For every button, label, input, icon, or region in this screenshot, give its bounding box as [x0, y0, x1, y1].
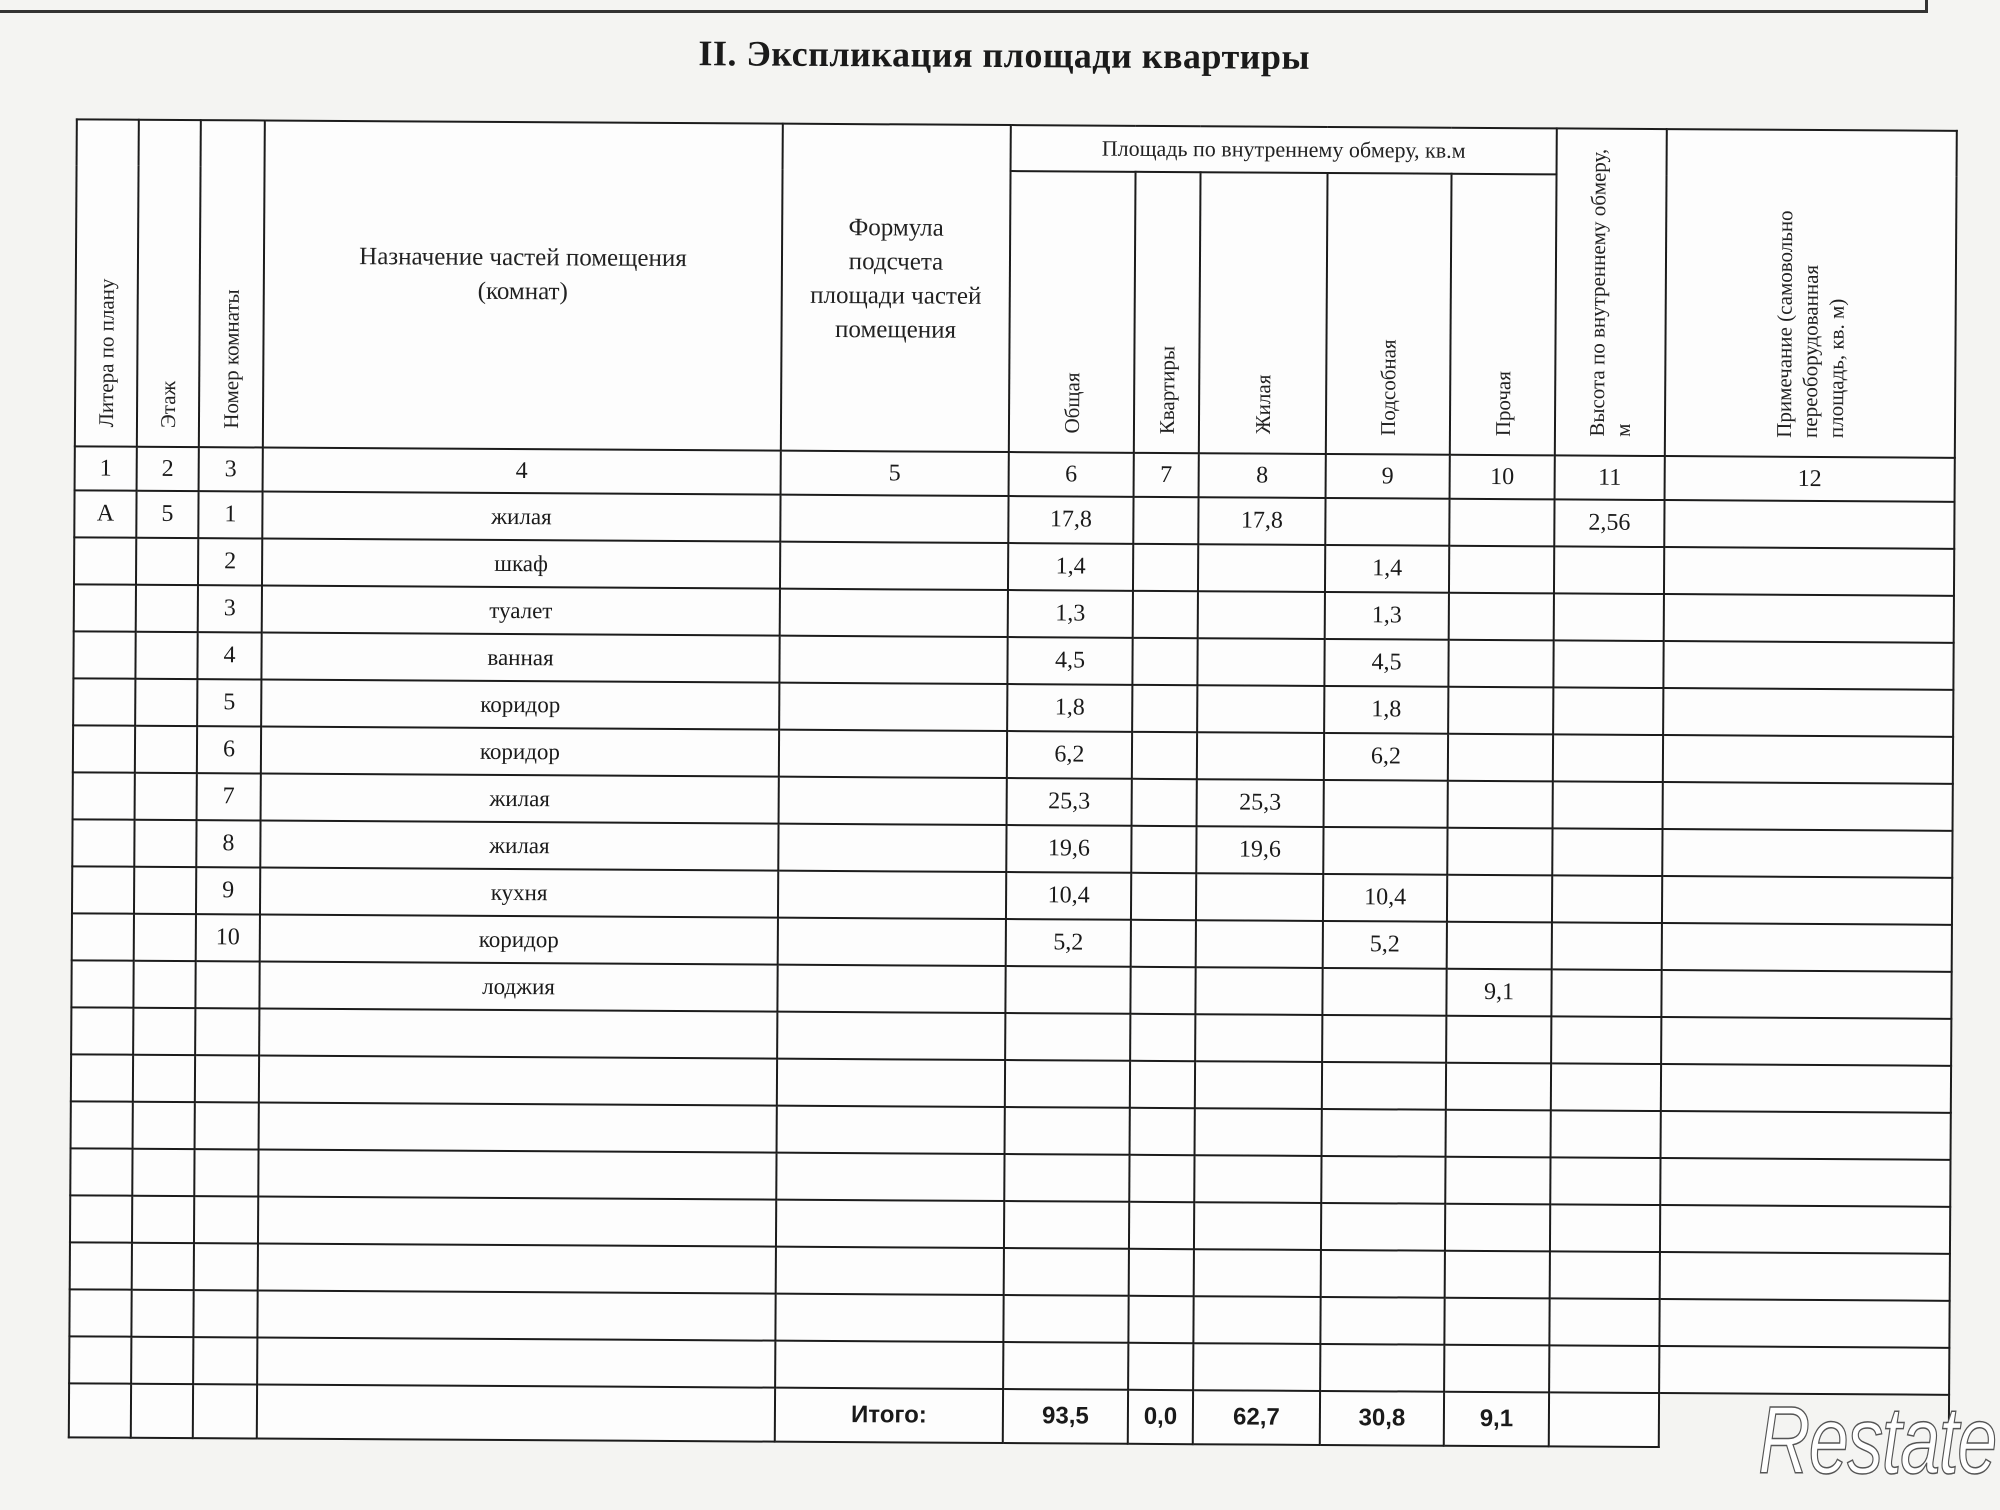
cell-litera [71, 960, 133, 1007]
empty-cell [775, 1341, 1003, 1389]
empty-cell [193, 1384, 257, 1438]
empty-cell [1130, 1108, 1195, 1155]
cell-other [1449, 499, 1554, 547]
cell-room-number: 10 [196, 914, 260, 961]
cell-purpose: шкаф [262, 538, 780, 588]
header-floor: Этаж [137, 120, 201, 447]
empty-cell [70, 1195, 132, 1242]
empty-cell [1130, 1061, 1195, 1108]
empty-cell [1005, 1107, 1130, 1155]
cell-litera [74, 537, 136, 584]
header-other: Прочая [1450, 174, 1557, 456]
cell-living [1196, 920, 1323, 968]
cell-total: 10,4 [1006, 872, 1131, 920]
empty-cell [258, 1196, 776, 1246]
cell-auxiliary: 1,8 [1324, 686, 1448, 734]
empty-cell [1129, 1155, 1194, 1202]
empty-cell [1004, 1201, 1129, 1249]
column-number: 1 [75, 446, 137, 490]
cell-floor: 5 [136, 491, 198, 538]
cell-apartments [1131, 826, 1196, 873]
empty-cell [1549, 1298, 1659, 1346]
empty-cell [131, 1337, 193, 1384]
empty-cell [70, 1148, 132, 1195]
empty-cell [1444, 1298, 1549, 1346]
column-number: 5 [781, 451, 1009, 496]
cell-litera [73, 678, 135, 725]
empty-cell [259, 1008, 777, 1058]
totals-living: 62,7 [1193, 1390, 1320, 1445]
empty-cell [258, 1243, 776, 1293]
empty-cell [1551, 1110, 1661, 1158]
cell-floor [135, 679, 197, 726]
cell-litera [73, 725, 135, 772]
empty-cell [1005, 1013, 1130, 1061]
header-note: Примечание (самовольно переоборудованная площадь, кв. м) [1665, 129, 1957, 458]
cell-floor [134, 820, 196, 867]
cell-other [1447, 875, 1552, 923]
cell-apartments [1130, 967, 1195, 1014]
empty-cell [1549, 1345, 1659, 1393]
empty-cell [1322, 1109, 1446, 1157]
empty-cell [1550, 1157, 1660, 1205]
empty-cell [1661, 1064, 1951, 1113]
cell-room-number: 9 [196, 867, 260, 914]
cell-formula [778, 918, 1006, 966]
cell-litera [72, 819, 134, 866]
empty-cell [71, 1007, 133, 1054]
empty-cell [1550, 1251, 1660, 1299]
header-formula: Формула подсчета площади частей помещения [781, 124, 1011, 452]
empty-cell [1660, 1205, 1950, 1254]
cell-purpose: лоджия [259, 961, 777, 1011]
cell-floor [133, 961, 195, 1008]
empty-cell [1195, 1014, 1322, 1062]
cell-auxiliary [1323, 827, 1447, 875]
header-apartments: Квартиры [1134, 172, 1201, 453]
empty-cell [1195, 1108, 1322, 1156]
cell-other [1447, 922, 1552, 970]
empty-cell [1194, 1249, 1321, 1297]
cell-formula [777, 965, 1005, 1013]
empty-cell [1445, 1204, 1550, 1252]
cell-litera [74, 584, 136, 631]
cell-apartments [1132, 638, 1197, 685]
cell-litera [72, 913, 134, 960]
empty-cell [259, 1055, 777, 1105]
empty-cell [1003, 1342, 1128, 1390]
cell-apartments [1133, 544, 1198, 591]
cell-room-number: 2 [198, 538, 262, 585]
cell-auxiliary [1325, 498, 1449, 546]
empty-cell [776, 1153, 1004, 1201]
empty-cell [70, 1242, 132, 1289]
empty-cell [777, 1012, 1005, 1060]
empty-cell [1550, 1204, 1660, 1252]
cell-living [1198, 544, 1325, 592]
totals-label: Итого: [775, 1388, 1003, 1443]
column-number: 6 [1009, 452, 1134, 497]
header-purpose: Назначение частей помещения (комнат) [263, 120, 783, 450]
cell-room-number: 6 [197, 726, 261, 773]
empty-cell [1660, 1158, 1950, 1207]
cell-room-number: 4 [197, 632, 261, 679]
cell-auxiliary: 1,3 [1325, 592, 1449, 640]
cell-apartments [1131, 920, 1196, 967]
cell-floor [134, 914, 196, 961]
empty-cell [1320, 1344, 1444, 1392]
cell-other [1448, 781, 1553, 829]
cell-height [1554, 546, 1664, 594]
empty-cell [775, 1294, 1003, 1342]
empty-cell [1322, 1062, 1446, 1110]
column-number: 12 [1665, 456, 1955, 502]
empty-cell [1446, 1063, 1551, 1111]
empty-cell [1446, 1110, 1551, 1158]
empty-cell [195, 1055, 259, 1102]
cell-other [1448, 640, 1553, 688]
empty-cell [69, 1336, 131, 1383]
explication-table [68, 118, 1958, 1449]
empty-cell [133, 1055, 195, 1102]
empty-cell [131, 1290, 193, 1337]
totals-total: 93,5 [1003, 1389, 1128, 1444]
cell-height [1552, 875, 1662, 923]
cell-living [1197, 638, 1324, 686]
cell-formula [780, 495, 1008, 543]
cell-litera [72, 866, 134, 913]
empty-cell [1549, 1392, 1659, 1447]
cell-other [1449, 593, 1554, 641]
empty-cell [1659, 1299, 1949, 1348]
header-height: Высота по внутреннему обмеру, м [1555, 128, 1667, 456]
cell-note [1662, 876, 1952, 925]
cell-floor [135, 632, 197, 679]
empty-cell [132, 1149, 194, 1196]
header-auxiliary: Подсобная [1326, 173, 1452, 455]
cell-height [1553, 640, 1663, 688]
column-number: 11 [1555, 455, 1665, 500]
empty-cell [1445, 1157, 1550, 1205]
header-row-1 [77, 119, 1957, 176]
cell-total: 25,3 [1007, 778, 1132, 826]
cell-note [1663, 641, 1953, 690]
cell-living [1197, 732, 1324, 780]
cell-room-number: 3 [198, 585, 262, 632]
cell-purpose: жилая [260, 820, 778, 870]
empty-cell [1004, 1248, 1129, 1296]
cell-apartments [1133, 591, 1198, 638]
cell-total: 1,8 [1007, 684, 1132, 732]
empty-cell [1661, 1017, 1951, 1066]
empty-cell [133, 1008, 195, 1055]
cell-living: 17,8 [1198, 497, 1325, 545]
empty-cell [193, 1337, 257, 1384]
empty-cell [193, 1290, 257, 1337]
empty-cell [69, 1383, 131, 1437]
empty-cell [1004, 1154, 1129, 1202]
cell-note [1663, 782, 1953, 831]
empty-cell [1320, 1297, 1444, 1345]
cell-total: 5,2 [1006, 919, 1131, 967]
totals-other: 9,1 [1444, 1392, 1549, 1447]
cell-living [1198, 591, 1325, 639]
empty-cell [1129, 1249, 1194, 1296]
cell-note [1661, 970, 1951, 1019]
cell-apartments [1132, 732, 1197, 779]
cell-purpose: жилая [262, 491, 780, 541]
cell-note [1663, 735, 1953, 784]
empty-cell [1444, 1345, 1549, 1393]
header-room-number: Номер комнаты [199, 120, 265, 447]
empty-cell [1193, 1296, 1320, 1344]
empty-cell [195, 1102, 259, 1149]
cell-formula [779, 730, 1007, 778]
cell-auxiliary: 4,5 [1324, 639, 1448, 687]
header-living: Жилая [1199, 172, 1328, 454]
empty-cell [777, 1106, 1005, 1154]
empty-cell [132, 1196, 194, 1243]
header-litera: Литера по плану [75, 119, 139, 446]
cell-total: 19,6 [1006, 825, 1131, 873]
empty-cell [1445, 1251, 1550, 1299]
cell-note [1662, 923, 1952, 972]
column-number: 2 [137, 447, 199, 491]
column-number: 4 [263, 447, 781, 494]
empty-cell [1321, 1156, 1445, 1204]
empty-cell [71, 1101, 133, 1148]
totals-auxiliary: 30,8 [1320, 1391, 1444, 1446]
empty-cell [194, 1196, 258, 1243]
cell-floor [135, 773, 197, 820]
cell-total: 4,5 [1007, 637, 1132, 685]
empty-cell [257, 1384, 775, 1441]
cell-apartments [1132, 685, 1197, 732]
cell-note [1664, 500, 1954, 549]
empty-cell [777, 1059, 1005, 1107]
cell-total: 1,3 [1008, 590, 1133, 638]
empty-cell [1551, 1063, 1661, 1111]
cell-living [1197, 685, 1324, 733]
empty-cell [1194, 1202, 1321, 1250]
empty-cell [132, 1243, 194, 1290]
cell-height [1551, 969, 1661, 1017]
cell-auxiliary: 10,4 [1323, 874, 1447, 922]
cell-purpose: коридор [261, 679, 779, 729]
cell-purpose: жилая [261, 773, 779, 823]
cell-formula [778, 871, 1006, 919]
empty-cell [71, 1054, 133, 1101]
empty-cell [1128, 1343, 1193, 1390]
cell-auxiliary [1324, 780, 1448, 828]
cell-floor [135, 726, 197, 773]
cell-floor [136, 538, 198, 585]
cell-living [1196, 873, 1323, 921]
cell-purpose: коридор [261, 726, 779, 776]
cell-height [1554, 593, 1664, 641]
empty-cell [1321, 1203, 1445, 1251]
empty-cell [1660, 1252, 1950, 1301]
cell-height [1553, 734, 1663, 782]
cell-note [1663, 688, 1953, 737]
empty-cell [257, 1337, 775, 1387]
empty-cell [1003, 1295, 1128, 1343]
cell-litera: А [74, 490, 136, 537]
header-area-group: Площадь по внутреннему обмеру, кв.м [1011, 125, 1557, 174]
cell-auxiliary: 6,2 [1324, 733, 1448, 781]
cell-auxiliary: 5,2 [1323, 921, 1447, 969]
cell-formula [780, 542, 1008, 590]
cell-other [1448, 687, 1553, 735]
totals-apartments: 0,0 [1128, 1390, 1193, 1444]
empty-cell [195, 1008, 259, 1055]
cell-purpose: туалет [262, 585, 780, 635]
totals-row [69, 1383, 1949, 1448]
cell-floor [134, 867, 196, 914]
cell-total: 6,2 [1007, 731, 1132, 779]
empty-cell [1128, 1296, 1193, 1343]
cell-room-number: 5 [197, 679, 261, 726]
cell-note [1662, 829, 1952, 878]
empty-cell [259, 1102, 777, 1152]
cell-living [1195, 967, 1322, 1015]
column-number: 10 [1450, 455, 1555, 500]
empty-cell [776, 1200, 1004, 1248]
cell-other: 9,1 [1446, 969, 1551, 1017]
cell-other [1448, 734, 1553, 782]
cell-formula [779, 683, 1007, 731]
empty-cell [1130, 1014, 1195, 1061]
cell-apartments [1132, 779, 1197, 826]
empty-cell [1193, 1343, 1320, 1391]
empty-cell [194, 1243, 258, 1290]
cell-formula [780, 589, 1008, 637]
empty-cell [1446, 1016, 1551, 1064]
cell-living: 19,6 [1196, 826, 1323, 874]
cell-room-number: 7 [197, 773, 261, 820]
column-number: 7 [1134, 453, 1199, 497]
cell-floor [136, 585, 198, 632]
cell-purpose: коридор [260, 914, 778, 964]
restate-watermark: Restate [1758, 1387, 1996, 1494]
cell-apartments [1133, 497, 1198, 544]
empty-cell [257, 1290, 775, 1340]
cell-formula [779, 636, 1007, 684]
cell-apartments [1131, 873, 1196, 920]
cell-height [1553, 687, 1663, 735]
cell-height [1552, 828, 1662, 876]
empty-cell [1194, 1155, 1321, 1203]
cell-litera [73, 631, 135, 678]
cell-note [1664, 594, 1954, 643]
document-title: II. Экспликация площади квартиры [698, 33, 1311, 77]
cell-other [1449, 546, 1554, 594]
header-total: Общая [1009, 171, 1136, 453]
column-number: 9 [1326, 454, 1450, 499]
empty-cell [69, 1289, 131, 1336]
cell-height [1553, 781, 1663, 829]
cell-formula [778, 824, 1006, 872]
cell-room-number: 1 [198, 491, 262, 538]
cell-purpose: кухня [260, 867, 778, 917]
cell-total: 17,8 [1008, 496, 1133, 544]
empty-cell [194, 1149, 258, 1196]
cell-height [1552, 922, 1662, 970]
cell-height: 2,56 [1554, 499, 1664, 547]
empty-cell [1195, 1061, 1322, 1109]
cell-formula [779, 777, 1007, 825]
empty-cell [133, 1102, 195, 1149]
cell-room-number: 8 [196, 820, 260, 867]
column-number: 8 [1199, 453, 1326, 498]
empty-cell [1005, 1060, 1130, 1108]
column-number: 3 [199, 447, 263, 491]
cell-total: 1,4 [1008, 543, 1133, 591]
empty-cell [1322, 1015, 1446, 1063]
cell-living: 25,3 [1197, 779, 1324, 827]
empty-cell [258, 1149, 776, 1199]
cell-litera [73, 772, 135, 819]
cell-total [1005, 966, 1130, 1014]
cell-other [1447, 828, 1552, 876]
empty-cell [131, 1384, 193, 1438]
empty-cell [1321, 1250, 1445, 1298]
empty-cell [1551, 1016, 1661, 1064]
cell-purpose: ванная [261, 632, 779, 682]
cell-auxiliary [1322, 968, 1446, 1016]
empty-cell [776, 1247, 1004, 1295]
cell-auxiliary: 1,4 [1325, 545, 1449, 593]
cell-note [1664, 547, 1954, 596]
cell-room-number [195, 961, 259, 1008]
empty-cell [1661, 1111, 1951, 1160]
empty-cell [1129, 1202, 1194, 1249]
